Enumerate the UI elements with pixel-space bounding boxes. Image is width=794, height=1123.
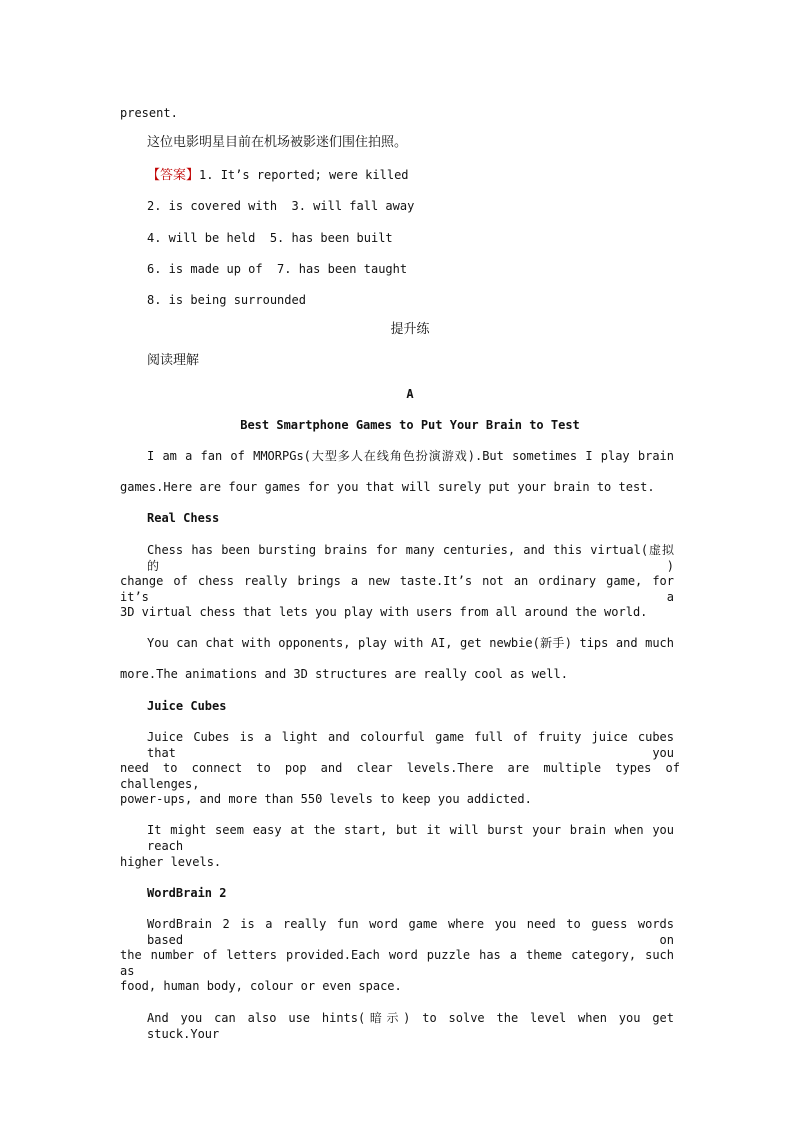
paragraph-line: I am a fan of MMORPGs(大型多人在线角色扮演游戏).But sometimes I play brain [147, 449, 674, 463]
answer-line: 8. is being surrounded [147, 293, 306, 307]
paragraph-line: Chess has been bursting brains for many centuries, and this virtual(虚拟的) [147, 543, 674, 573]
paragraph-line: food, human body, colour or even space. [120, 979, 402, 993]
text-line: present. [120, 106, 178, 120]
game-heading: Real Chess [147, 511, 220, 525]
paragraph-line: 3D virtual chess that lets you play with users from all around the world. [120, 605, 648, 619]
answer-line: 4. will be held 5. has been built [147, 231, 393, 245]
answer-line: 2. is covered with 3. will fall away [147, 199, 415, 213]
section-subtitle: 阅读理解 [147, 353, 200, 368]
game-heading: WordBrain 2 [147, 886, 227, 900]
paragraph-line: WordBrain 2 is a really fun word game where you need to guess words based on [147, 917, 674, 947]
paragraph-line: It might seem easy at the start, but it will burst your brain when you reach [147, 823, 674, 853]
paragraph-line: And you can also use hints(暗示) to solve the level when you get stuck.Your [147, 1011, 674, 1041]
game-heading: Juice Cubes [147, 699, 227, 713]
answer-label: 【答案】 [147, 168, 200, 183]
paragraph-line: more.The animations and 3D structures are really cool as well. [120, 667, 568, 681]
chinese-translation: 这位电影明星目前在机场被影迷们围住拍照。 [147, 135, 408, 150]
paragraph-line: need to connect to pop and clear levels.There are multiple types of challenges, [120, 761, 680, 791]
paragraph-line: You can chat with opponents, play with AI, get newbie(新手) tips and much [147, 636, 674, 650]
paragraph-line: Juice Cubes is a light and colourful game full of fruity juice cubes that you [147, 730, 674, 760]
passage-title: Best Smartphone Games to Put Your Brain to Test [240, 418, 580, 432]
section-title: 提升练 [390, 322, 430, 337]
answer-text: 1. It’s reported; were killed [199, 168, 409, 182]
answer-line: 6. is made up of 7. has been taught [147, 262, 408, 276]
paragraph-line: the number of letters provided.Each word puzzle has a theme category, such as [120, 948, 674, 978]
paragraph-line: games.Here are four games for you that will surely put your brain to test. [120, 480, 655, 494]
paragraph-line: power-ups, and more than 550 levels to keep you addicted. [120, 792, 532, 806]
passage-letter: A [406, 387, 414, 401]
paragraph-line: higher levels. [120, 855, 222, 869]
paragraph-line: change of chess really brings a new taste.It’s not an ordinary game, for it’s a [120, 574, 674, 604]
answer-line [147, 167, 707, 184]
